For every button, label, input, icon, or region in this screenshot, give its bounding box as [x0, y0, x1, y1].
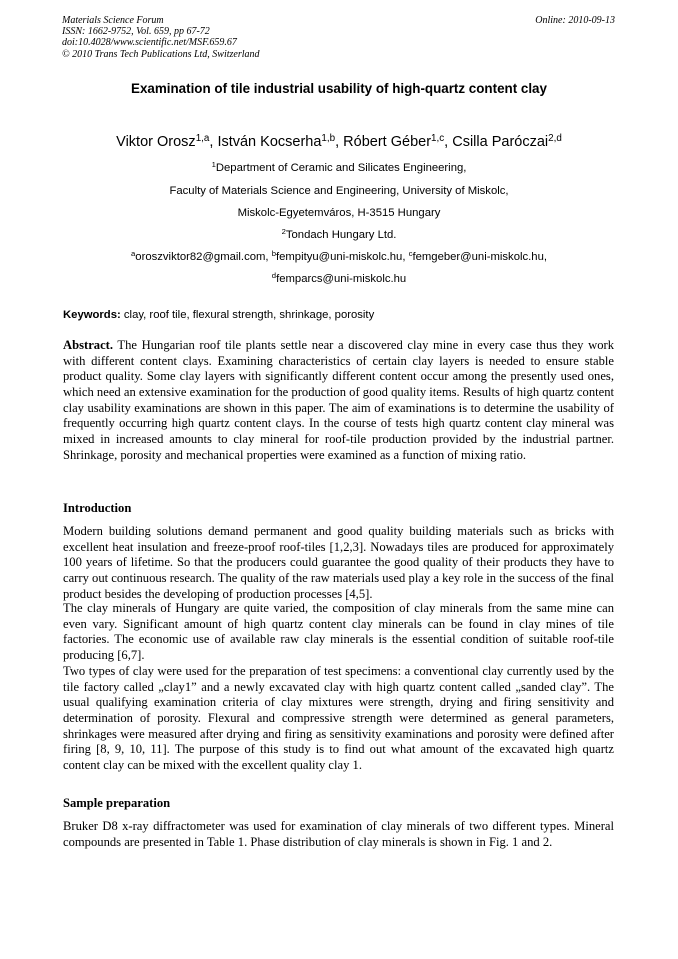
- abstract-text: The Hungarian roof tile plants settle near a discovered clay mine in every case thus they work with different content clays. Examining characteristics of certain clay layers is needed to ensure stable product quality. Some clay layers with significantly different content occur among the presently used ones, which need an extensive examination for the production of good quality items. Results of high quartz content clay usability examinations are shown in this paper. The aim of examinations is to determine the usability of frequently occurring high quartz content clays. In the course of tests high quartz content clay mineral was mixed in increased amounts to clay mineral for roof-tile production provided by the industrial partner. Shrinkage, porosity and mechanical properties were examined as a function of mixing ratio.: [63, 338, 614, 462]
- journal-header: [62, 15, 260, 60]
- doi-line: doi:10.4028/www.scientific.net/MSF.659.67: [62, 37, 237, 49]
- author-sup: 2,d: [548, 132, 562, 144]
- abstract-label: Abstract.: [63, 338, 114, 352]
- paragraph: Two types of clay were used for the preparation of test specimens: a conventional clay currently used by the tile factory called „clay1” and a newly excavated clay with high quartz content called „sanded clay”. The usual qualifying examination criteria of clay mixtures were strength, drying and firing sensitivity and determination of porosity. Flexural and compressive strength were determined as general parameters, shrinkages were measured after drying and firing as sensitivity examinations and porosity were defined after firing [8, 9, 10, 11]. The purpose of this study is to find out what amount of the excavated high quartz content clay can be mixed with the excellent quality clay 1.: [63, 664, 614, 772]
- author-list: Viktor Orosz$^{1,a}$, István Kocserha$^{1,b}$, Róbert Géber$^{1,c}$, Csilla Paróczai$^{2,d}$: [116, 132, 562, 150]
- issn-line: ISSN: 1662-9752, Vol. 659, pp 67-72: [62, 26, 210, 38]
- online-date: Online: 2010-09-13: [535, 15, 615, 26]
- journal-name: Materials Science Forum: [62, 15, 164, 26]
- email-link[interactable]: femgeber@uni-miskolc.hu,: [412, 251, 547, 263]
- email-line: $^a$oroszviktor82@gmail.com, $^b$fempityu@uni-miskolc.hu, $^c$femgeber@uni-miskolc.hu,: [131, 248, 547, 263]
- author: Róbert Géber: [343, 134, 432, 150]
- paper-title: Examination of tile industrial usability of high-quartz content clay: [131, 81, 547, 96]
- affiliation-sup: 2: [281, 226, 286, 236]
- paragraph: Bruker D8 x-ray diffractometer was used for examination of clay minerals of two different types. Mineral compounds are presented in Table 1. Phase distribution of clay minerals is shown in Fig. 1 and 2.: [63, 819, 614, 849]
- keywords-label: Keywords:: [63, 309, 121, 321]
- abstract: [63, 338, 614, 463]
- email-line: $^d$femparcs@uni-miskolc.hu: [271, 270, 407, 285]
- affiliation-line: $^1$Department of Ceramic and Silicates Engineering,: [211, 159, 467, 174]
- email-link[interactable]: fempityu@uni-miskolc.hu,: [275, 251, 409, 263]
- affiliation-line: Faculty of Materials Science and Engineering, University of Miskolc,: [169, 185, 509, 197]
- affiliation-sup: 1: [211, 159, 216, 169]
- author: István Kocserha: [217, 134, 322, 150]
- author: Viktor Orosz: [116, 134, 196, 150]
- keywords-text: clay, roof tile, flexural strength, shrinkage, porosity: [120, 309, 375, 321]
- affiliation-line: Miskolc-Egyetemváros, H-3515 Hungary: [237, 207, 441, 219]
- paragraph: The clay minerals of Hungary are quite varied, the composition of clay minerals from the same mine can even vary. Significant amount of high quartz content clay minerals can be found in clay mines of tile factories. The economic use of available raw clay minerals is the essential condition of suitable roof-tile producing [6,7].: [63, 601, 614, 662]
- author-sup: 1,b: [321, 132, 336, 144]
- section-heading: Introduction: [63, 501, 132, 515]
- author: Csilla Paróczai: [452, 134, 549, 150]
- author-sup: 1,c: [431, 132, 445, 144]
- paragraph: Modern building solutions demand permanent and good quality building materials such as bricks with excellent heat insulation and freeze-proof roof-tiles [1,2,3]. Nowadays tiles are produced for approximately 100 years of lifetime. So that the producers could guarantee the good quality of their products they have to carry out continuous research. The quality of the raw materials used play a key role in the success of the final product besides the developing of production processes [4,5].: [63, 524, 614, 601]
- author-sup: 1,a: [195, 132, 210, 144]
- copyright-line: © 2010 Trans Tech Publications Ltd, Switzerland: [62, 48, 260, 60]
- keywords: [63, 309, 374, 321]
- affiliation-line: $^2$Tondach Hungary Ltd.: [281, 226, 397, 241]
- email-link[interactable]: oroszviktor82@gmail.com,: [135, 251, 272, 263]
- email-link[interactable]: femparcs@uni-miskolc.hu: [276, 273, 407, 285]
- section-heading: Sample preparation: [63, 796, 171, 810]
